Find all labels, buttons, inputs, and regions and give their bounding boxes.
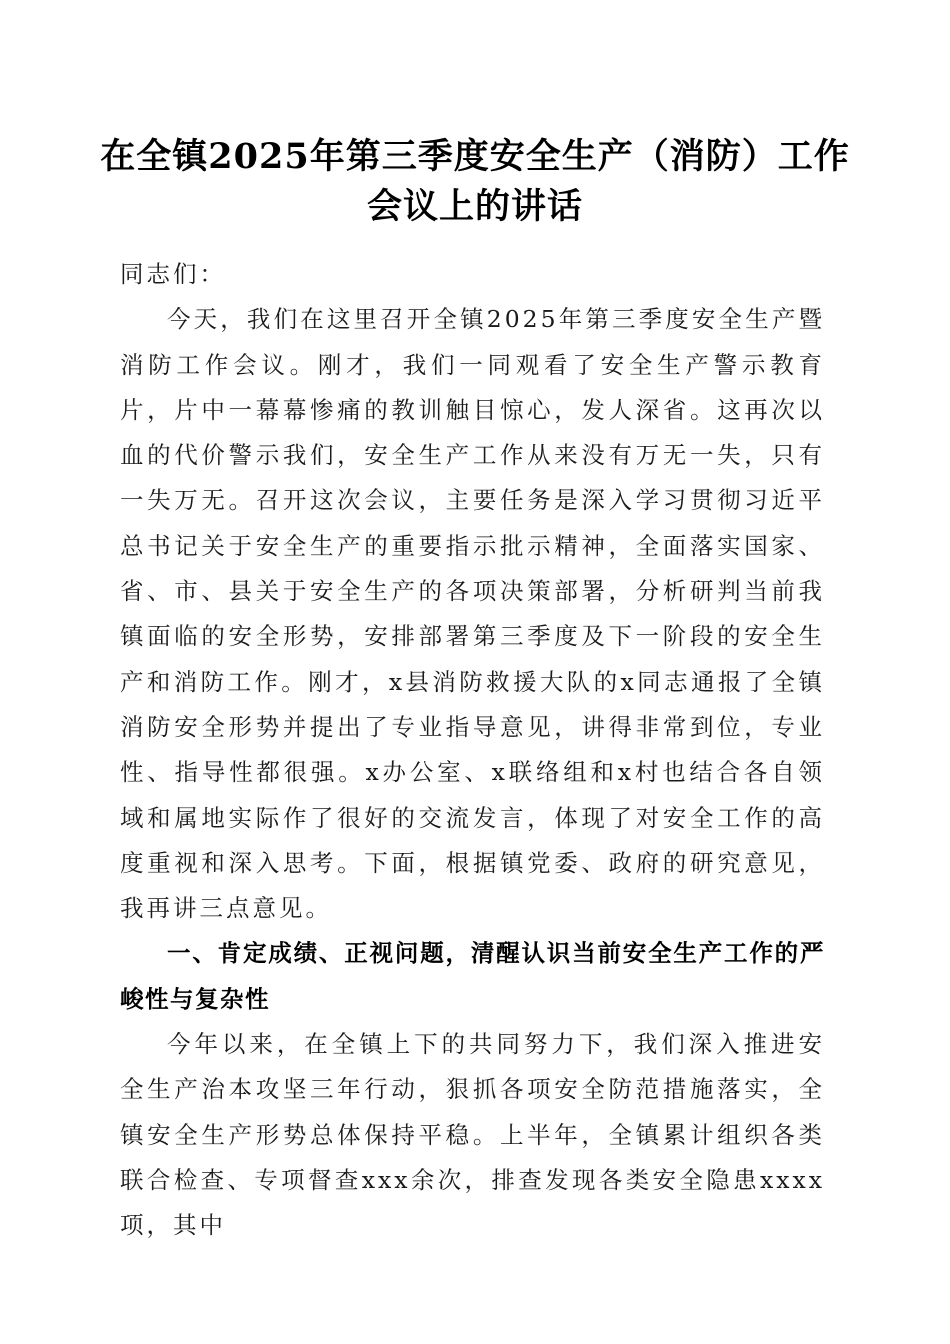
document-title: 在全镇2025年第三季度安全生产（消防）工作会议上的讲话 (100, 136, 850, 227)
intro-paragraph: 今天，我们在这里召开全镇2025年第三季度安全生产暨消防工作会议。刚才，我们一同观看了安全生产警示教育片，片中一幕幕惨痛的教训触目惊心，发人深省。这再次以血的代价警示我们，安全生产工作从来没有万无一失，只有一失万无。召开这次会议，主要任务是深入学习贯彻习近平总书记关于安全生产的重要指示批示精神，全面落实国家、省、市、县关于安全生产的各项决策部署，分析研判当前我镇面临的安全形势，安排部署第三季度及下一阶段的安全生产和消防工作。刚才，x县消防救援大队的x同志通报了全镇消防安全形势并提出了专业指导意见，讲得非常到位，专业性、指导性都很强。x办公室、x联络组和x村也结合各自领域和属地实际作了很好的交流发言，体现了对安全工作的高度重视和深入思考。下面，根据镇党委、政府的研究意见，我再讲三点意见。 (120, 305, 825, 923)
salutation: 同志们： (120, 260, 226, 288)
section-1-paragraph: 今年以来，在全镇上下的共同努力下，我们深入推进安全生产治本攻坚三年行动，狠抓各项安全防范措施落实，全镇安全生产形势总体保持平稳。上半年，全镇累计组织各类联合检查、专项督查xxx余次，排查发现各类安全隐患xxxx项，其中 (120, 1030, 825, 1240)
section-1-heading: 一、肯定成绩、正视问题，清醒认识当前安全生产工作的严峻性与复杂性 (120, 939, 825, 1013)
document-body (120, 252, 825, 1249)
